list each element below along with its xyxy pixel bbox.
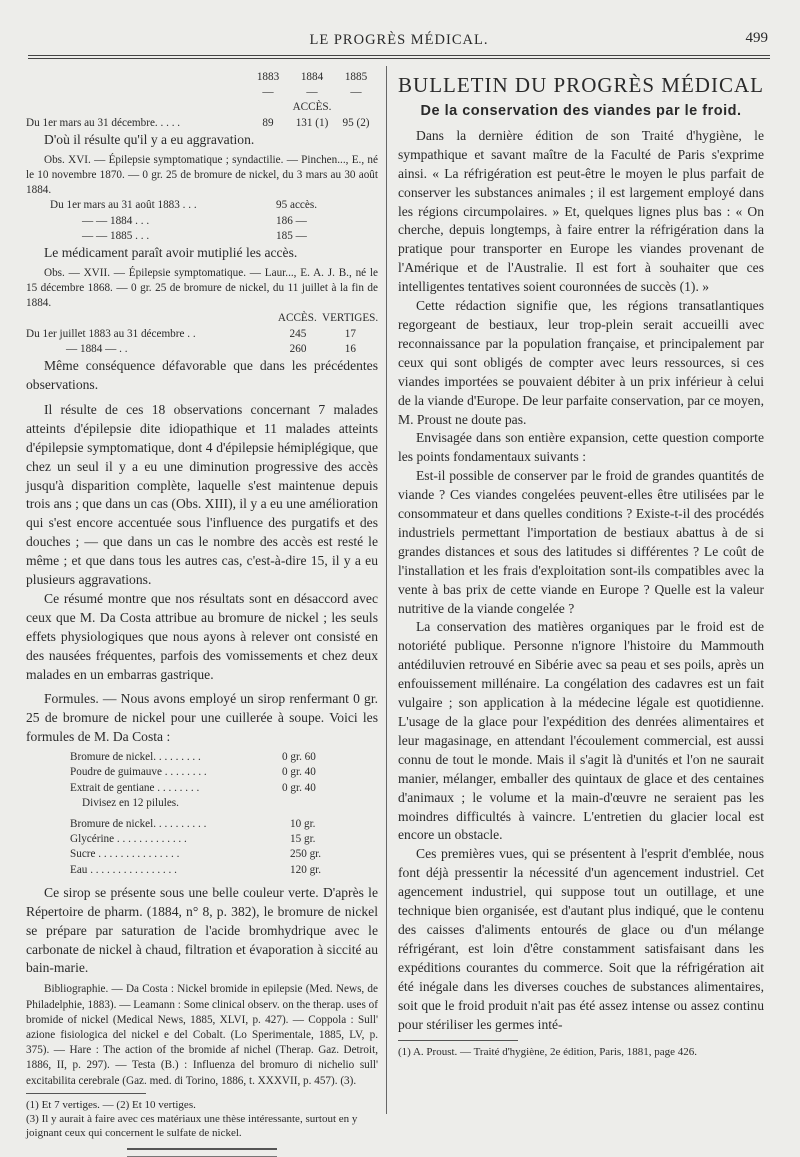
ingredient: Bromure de nickel. . . . . . . . . . [70, 818, 207, 830]
acces-label: ACCÈS. [292, 101, 332, 114]
year-1884: 1884 [300, 71, 324, 83]
table-row [26, 116, 378, 131]
footnote: (1) A. Proust. — Traité d'hygiène, 2e édition, Paris, 1881, page 426. [398, 1046, 697, 1059]
vertiges-header: VERTIGES. [322, 312, 379, 325]
table-row [26, 327, 378, 342]
value-1884: 131 (1) [295, 116, 329, 129]
paragraph: Cette rédaction signifie que, les régions transatlantiques regorgeant de bestiaux, leur trop-plein serait accueilli avec reconnaissance par la population française, et principalement par ceux qui sont obligés de compter avec leurs ressources, si ces viandes importées se pouvaient débiter à un prix inférieur à celui de la viande d'Europe. De leur parfaite conservation, par ce moyen, M. Proust ne doute pas. [398, 298, 764, 427]
row-label: Du 1er mars au 31 août 1883 . . . [50, 199, 197, 212]
table-row [26, 198, 378, 213]
journal-title: LE PROGRÈS MÉDICAL. [309, 32, 489, 48]
row-value: 186 — [276, 214, 307, 227]
section-title: BULLETIN DU PROGRÈS MÉDICAL [398, 73, 764, 97]
dash: — [306, 86, 318, 99]
dash: — [350, 86, 362, 99]
table-1883-1885 [26, 70, 378, 131]
formula-line [70, 847, 378, 862]
paragraph: Dans la dernière édition de son Traité d'hygiène, le sympathique et savant maître de la Faculté de Paris s'exprime ainsi. « La réfrigération est peut-être le moyen le plus parfait de conserver les substances animales ; il est largement employé dans les régions circumpolaires. » Et, quelques lignes plus bas : « On cherche, depuis longtemps, à faire entrer la réfrigération dans la pratique pour transporter en Europe les viandes provenant de l'Amérique et de l'Australie. Il est fort à souhaiter que ces intelligentes tentatives soient couronnées de succès (1). » [398, 127, 764, 295]
observation-17: Obs. — XVII. — Épilepsie symptomatique. — Laur..., E. A. J. B., né le 15 décembre 1868. — 0 gr. 25 de bromure de nickel, du 11 juillet à la fin de 1884. [26, 266, 378, 310]
footnote-rule [26, 1093, 146, 1094]
table-header-years [26, 70, 378, 85]
ingredient: Bromure de nickel. . . . . . . . . [70, 751, 201, 764]
amount: 120 gr. [290, 863, 322, 876]
page-header [28, 30, 770, 52]
paragraph: Ce sirop se présente sous une belle couleur verte. D'après le Répertoire de pharm. (1884, n° 8, p. 382), le bromure de nickel se prépare par saturation de l'acide bromhydrique avec le carbonate de nickel à chaud, filtration et évaporation à siccité au bain-marie. [26, 884, 378, 976]
amount: 250 gr. [290, 848, 322, 861]
ingredient: Extrait de gentiane . . . . . . . . [70, 781, 200, 794]
header-rule [28, 55, 770, 56]
table-row [26, 229, 378, 244]
year-1883: 1883 [256, 71, 280, 83]
formula-line [70, 817, 378, 832]
formula-note: Divisez en 12 pilules. [82, 796, 179, 809]
footnote: (1) Et 7 vertiges. — (2) Et 10 vertiges. [26, 1098, 196, 1111]
amount: 15 gr. [290, 833, 316, 846]
ingredient: Poudre de guimauve . . . . . . . . [70, 766, 207, 779]
page-number: 499 [745, 30, 768, 46]
acces-header: ACCÈS. [277, 312, 317, 325]
ingredient: Sucre . . . . . . . . . . . . . . . [70, 848, 180, 861]
row-label: Du 1er juillet 1883 au 31 décembre . . [26, 327, 196, 340]
table-row [26, 214, 378, 229]
paragraph: Le médicament paraît avoir mutiplié les accès. [44, 244, 298, 260]
footnote: (3) Il y aurait à faire avec ces matériaux une thèse intéressante, surtout en y joignant ceux qui concernent le sulfate de nickel. [26, 1112, 358, 1139]
right-column [398, 70, 764, 1059]
row-label: Du 1er mars au 31 décembre. . . . . [26, 116, 181, 129]
amount: 0 gr. 40 [282, 781, 316, 794]
formula-line [70, 863, 378, 878]
row-value: 185 — [276, 229, 307, 242]
paragraph: Il résulte de ces 18 observations concernant 7 malades atteints d'épilepsie dite idiopathique et 11 malades atteints d'épilepsie symptomatique, dont 4 d'épilepsie hémiplégique, que chez un seul il y a eu une diminution progressive des accès jusqu'à disparition complète, laquelle s'est maintenue depuis trois ans ; que dans un cas (Obs. XIII), il y a eu une amélioration qui s'est encore accentuée sous l'influence des purgatifs et des douches ; — que dans un cas le nombre des accès est resté le même ; et que dans tous les autres cas, c'est-à-dire 15, il y a eu plusieurs aggravations. [26, 401, 378, 588]
formula-line [70, 832, 378, 847]
paragraph: Envisagée dans son entière expansion, cette question comporte les points fondamentaux suivants : [398, 430, 764, 465]
dash: — [262, 86, 274, 99]
paragraph: Même conséquence défavorable que dans les précédentes observations. [26, 358, 378, 392]
value-1883: 89 [262, 116, 274, 129]
ornament-rule [127, 1148, 277, 1157]
bibliography: Bibliographie. — Da Costa : Nickel bromide in epilepsie (Med. News, de Philadelphie, 1883). — Leamann : Some clinical observ. on the therap. uses of bromide of nickel (Medical News, 1885, XLVI, p. 427). — Coppola : Sull' azione fisiologica del nickel e del Cobalt. (Lo Sperimentale, 1885, LV, p. 375). — Hare : The action of the bromide af nichel (Therap. Gaz. Detroit, 1886, II, p. 297). — Testa (B.) : Influenza del bromuro di nichelio sull' excitabilita cerebrale (Gaz. med. di Torino, 1886, t. XXXVII, p. 457). (3). [26, 983, 378, 1087]
paragraph-formules: Formules. — Nous avons employé un sirop renfermant 0 gr. 25 de bromure de nickel pour une cuillerée à soupe. Voici les formules de M. Da Costa : [26, 691, 378, 745]
paragraph: Est-il possible de conserver par le froid de grandes quantités de viande ? Ces viandes congelées peuvent-elles être utilisées par le consommateur et dans quelles conditions ? Existe-t-il des procédés industriels permettant l'importation de bestiaux abattus à de si grandes distances et sous des latitudes si différentes ? Le coût de l'installation et les frais d'exploitation sont-ils compatibles avec la vente à bas prix de cette viande en Europe ? Quelle est la valeur nutritive de la viande congelée ? [398, 468, 764, 616]
table-header-dashes [26, 85, 378, 100]
amount: 0 gr. 40 [282, 766, 316, 779]
table-obs16 [26, 198, 378, 244]
ingredient: Glycérine . . . . . . . . . . . . . [70, 833, 187, 846]
left-column [26, 70, 378, 1157]
formula-line [70, 765, 378, 780]
header-rule-2 [28, 58, 770, 59]
paragraph: La conservation des matières organiques par le froid est de notoriété publique. Personne n'ignore l'histoire du Mammouth antédiluvien retrouvé en Sibérie avec sa peau et ses poils, après un enfouissement millénaire. La congélation des cadavres est un fait vulgaire ; son application à la médecine légale est quotidienne. L'usage de la glace pour l'expédition des denrées alimentaires et leur magasinage, en attendant l'écoulement commercial, est aussi connu de tout le monde. Mais il s'agit là d'unités et l'on ne saurait manier, mélanger, emballer des quintaux de glace et des centaines d'animaux ; le volume et la main-d'œuvre ne seraient pas les moindres difficultés à vaincre. L'entretien du glacier local est encore un obstacle. [398, 619, 764, 843]
vertiges-value: 16 [344, 342, 356, 355]
row-value: 95 accès. [276, 199, 317, 212]
vertiges-value: 17 [344, 327, 356, 340]
acces-value: 245 [289, 327, 307, 340]
row-label: — — 1884 . . . [82, 214, 150, 227]
table-row [26, 342, 378, 357]
paragraph: D'où il résulte qu'il y a eu aggravation. [44, 131, 255, 147]
amount: 10 gr. [290, 818, 316, 830]
article-title: De la conservation des viandes par le froid. [420, 103, 742, 119]
formula-line [70, 750, 378, 765]
column-divider [386, 66, 387, 1114]
acces-value: 260 [289, 342, 307, 355]
row-label: — — 1885 . . . [82, 229, 150, 242]
table-col-label [26, 100, 378, 115]
table-obs17 [26, 311, 378, 357]
formula-pills [26, 750, 378, 811]
table-header [26, 311, 378, 326]
row-label: — 1884 — . . [66, 342, 128, 355]
year-1885: 1885 [344, 71, 368, 83]
formula-syrup [26, 817, 378, 878]
amount: 0 gr. 60 [282, 751, 316, 764]
value-1885: 95 (2) [342, 116, 370, 129]
footnote-rule [398, 1040, 518, 1041]
ingredient: Eau . . . . . . . . . . . . . . . . [70, 863, 177, 876]
paragraph: Ce résumé montre que nos résultats sont en désaccord avec ceux que M. Da Costa attribue au bromure de nickel ; les seuls effets physiologiques que nous ayons à relever ont consisté en des nausées fréquentes, parfois des vomissements et chez deux malades en un embarras gastrique. [26, 590, 378, 682]
observation-16: Obs. XVI. — Épilepsie symptomatique ; syndactilie. — Pinchen..., E., né le 10 novembre 1870. — 0 gr. 25 de bromure de nickel, du 3 mars au 30 août 1884. [26, 153, 378, 197]
formula-line [70, 781, 378, 796]
paragraph: Ces premières vues, qui se présentent à l'esprit d'emblée, nous font déjà pressentir la nécessité d'un agencement industriel. Cet agencement industriel, qui suppose tout un outillage, et une technique bien organisée, est d'autant plus indiqué, que le contenu des caisses d'aliments entourés de glace ou d'un mélange réfrigérant, est loin d'être constamment satisfaisant dans les expéditions courantes du commerce. Soit que la réfrigération ait été inégale dans les diverses couches de substances alimentaires, soit que le froid produit n'ait pas été assez intense ou assez continu pour stériliser les germes inté- [398, 846, 764, 1032]
